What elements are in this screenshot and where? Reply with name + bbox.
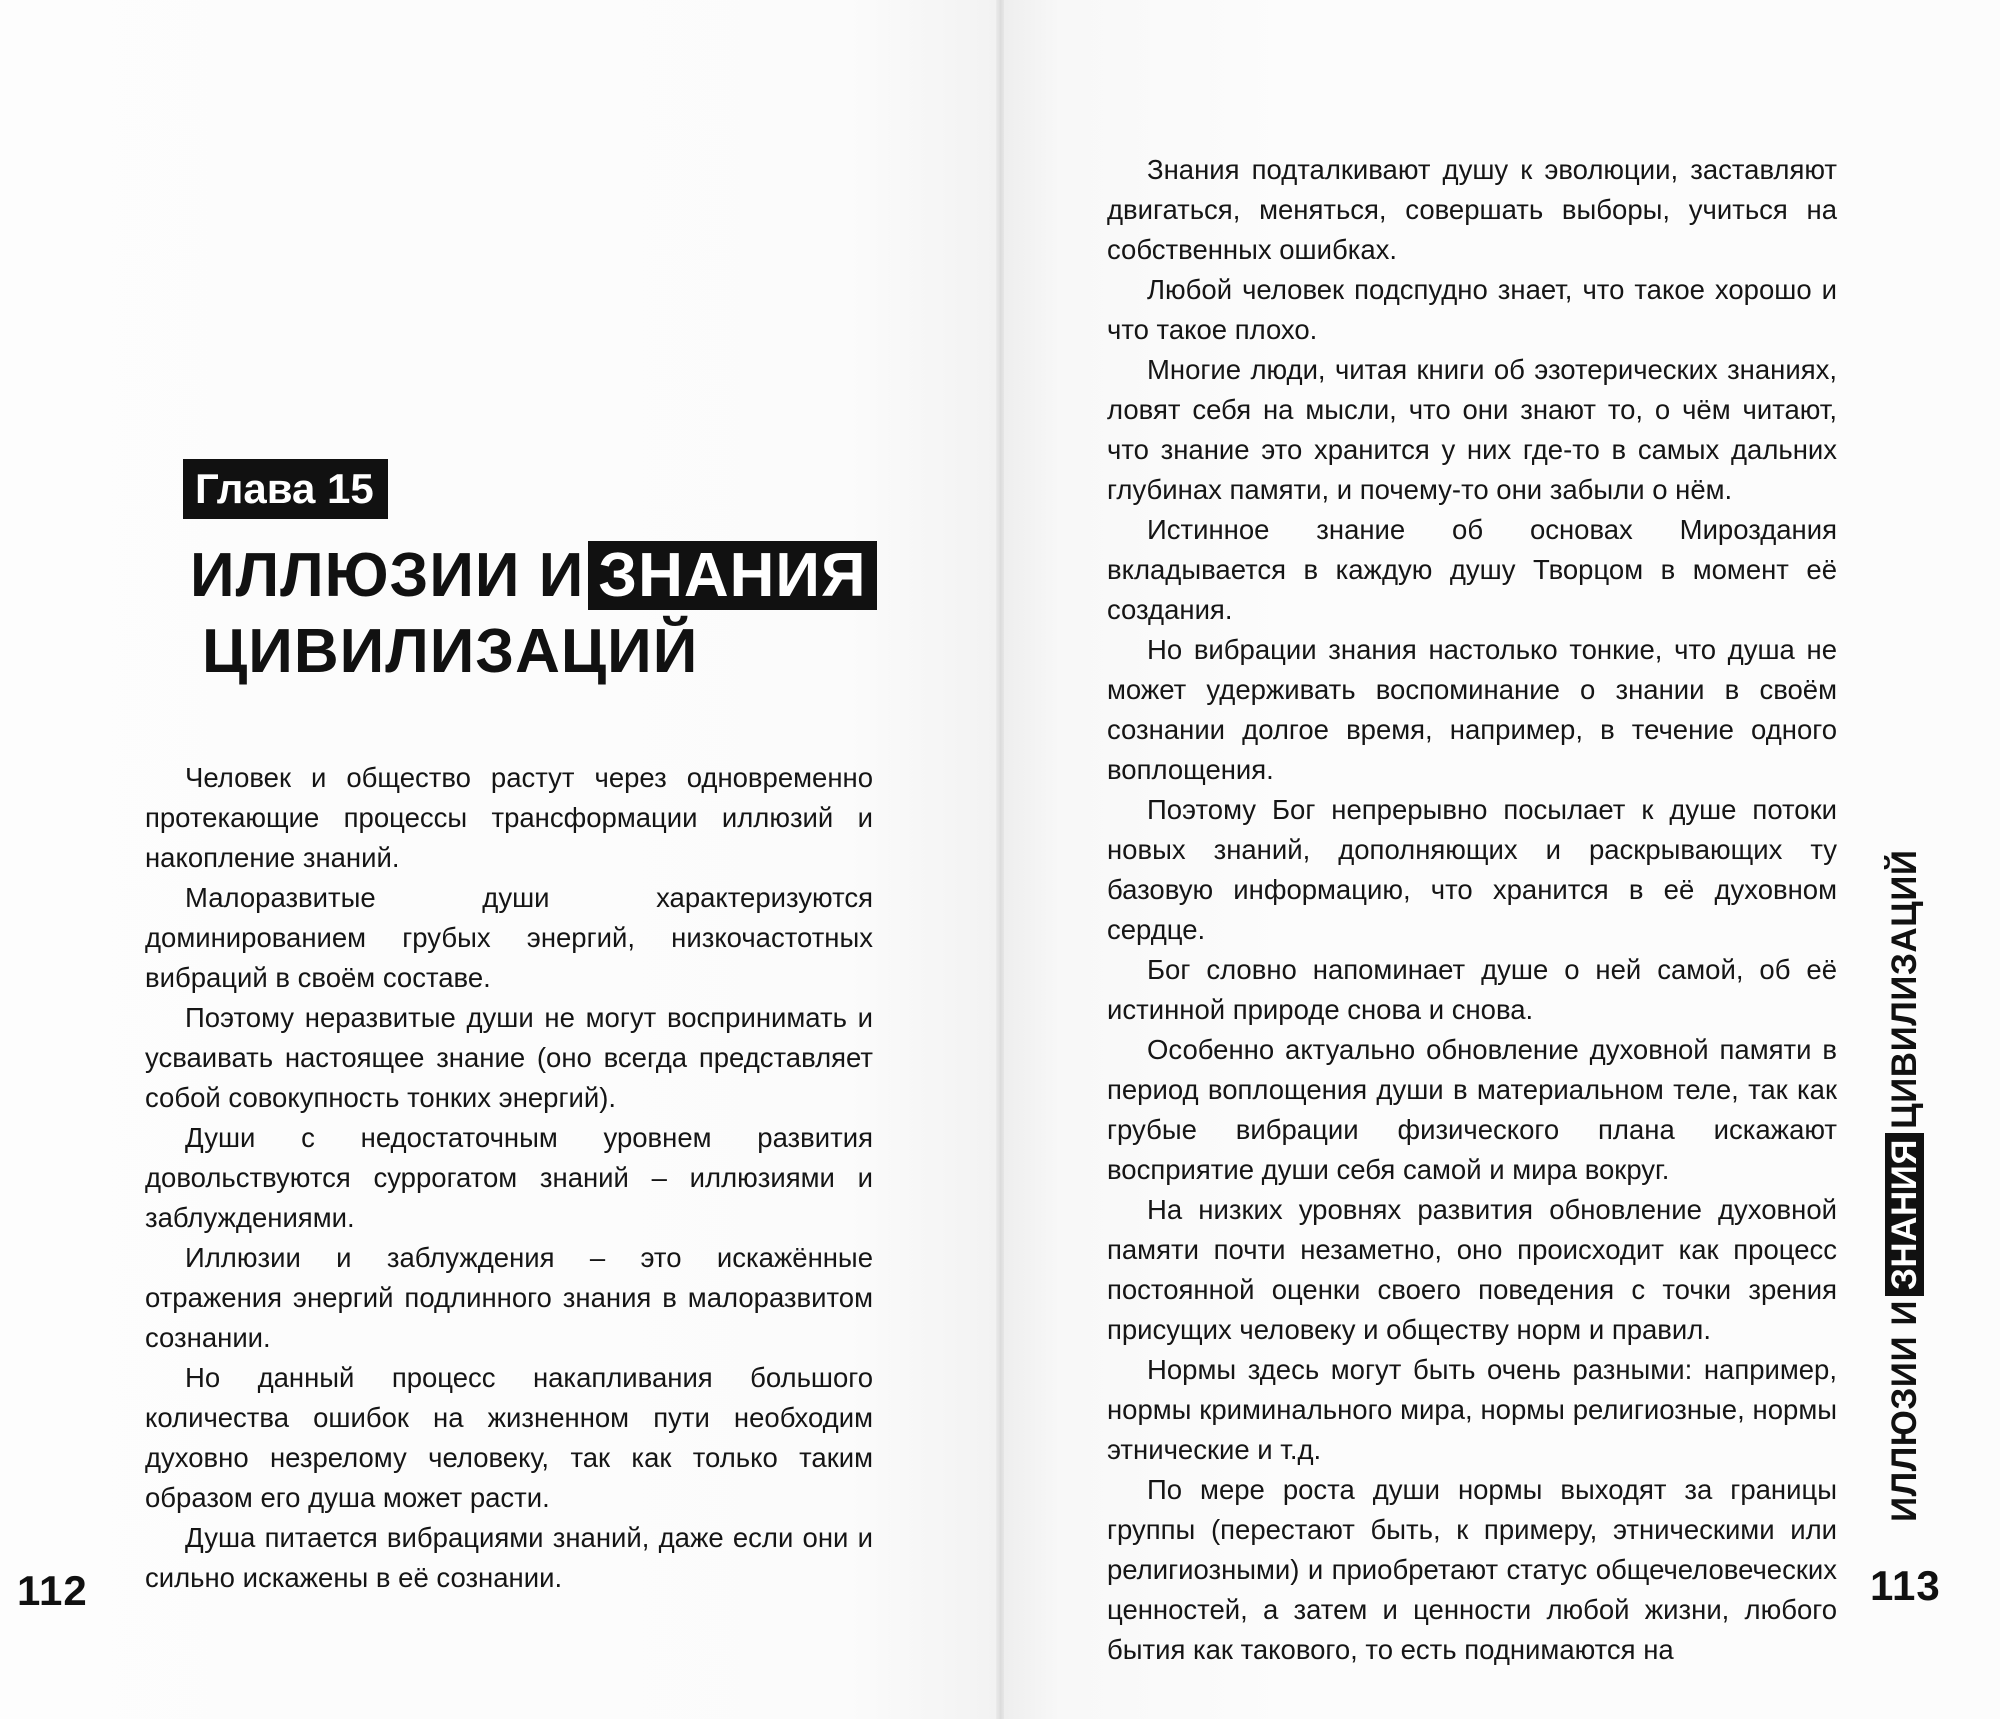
page-number-right: 113	[1870, 1562, 1941, 1609]
paragraph: На низких уровнях развития обновление духовной памяти почти незаметно, оно происходит как процесс постоянной оценки своего поведения с точки зрения присущих человеку и обществу норм и правил.	[1107, 1194, 1837, 1345]
paragraph: Знания подталкивают душу к эволюции, заставляют двигаться, меняться, совершать выборы, учиться на собственных ошибках.	[1107, 154, 1837, 265]
paragraph: Малоразвитые души характеризуются доминированием грубых энергий, низкочастотных вибраций в своём составе.	[145, 882, 873, 993]
paragraph: По мере роста души нормы выходят за границы группы (перестают быть, к примеру, этническими или религиозными) и приобретают статус общечеловеческих ценностей, а затем и ценности любой жизни, любого бытия как такового, то есть поднимаются на	[1107, 1474, 1837, 1665]
running-head-part-1: ИЛЛЮЗИИ И	[1885, 1300, 1924, 1522]
paragraph: Поэтому неразвитые души не могут воспринимать и усваивать настоящее знание (оно всегда представляет собой совокупность тонких энергий).	[145, 1002, 873, 1113]
chapter-title-part-1: ИЛЛЮЗИИ И	[190, 541, 585, 610]
paragraph: Но данный процесс накапливания большого количества ошибок на жизненном пути необходим духовно незрелому человеку, так как только таким образом его душа может расти.	[145, 1362, 873, 1513]
right-body-text	[1107, 150, 1837, 1670]
left-body-text	[145, 758, 873, 1598]
paragraph: Бог словно напоминает душе о ней самой, об её истинной природе снова и снова.	[1107, 954, 1837, 1025]
paragraph: Истинное знание об основах Мироздания вкладывается в каждую душу Творцом в момент её создания.	[1107, 514, 1837, 625]
paragraph: Особенно актуально обновление духовной памяти в период воплощения души в материальном теле, так как грубые вибрации физического плана искажают восприятие души себя самой и мира вокруг.	[1107, 1034, 1837, 1185]
book-gutter	[996, 0, 1004, 1719]
paragraph: Но вибрации знания настолько тонкие, что душа не может удерживать воспоминание о знании в своём сознании долгое время, например, в течение одного воплощения.	[1107, 634, 1837, 785]
running-head-part-2: ЦИВИЛИЗАЦИЙ	[1885, 849, 1924, 1129]
chapter-title-line-1	[190, 538, 877, 614]
chapter-label: Глава 15	[183, 459, 388, 519]
paragraph: Поэтому Бог непрерывно посылает к душе потоки новых знаний, дополняющих и раскрывающих ту базовую информацию, что хранится в её духовном сердце.	[1107, 794, 1837, 945]
page-number-left: 112	[17, 1567, 88, 1614]
paragraph: Души с недостаточным уровнем развития довольствуются суррогатом знаний – иллюзиями и заблуждениями.	[145, 1122, 873, 1233]
paragraph: Многие люди, читая книги об эзотерических знаниях, ловят себя на мысли, что они знают то, о чём читают, что знание это хранится у них где-то в самых дальних глубинах памяти, и почему-то они забыли о нём.	[1107, 354, 1837, 505]
paragraph: Душа питается вибрациями знаний, даже если они и сильно искажены в её сознании.	[145, 1522, 873, 1593]
chapter-title-part-2: ЦИВИЛИЗАЦИЙ	[202, 617, 699, 686]
running-head	[1880, 849, 1930, 1522]
paragraph: Нормы здесь могут быть очень разными: например, нормы криминального мира, нормы религиозные, нормы этнические и т.д.	[1107, 1354, 1837, 1465]
paragraph: Иллюзии и заблуждения – это искажённые отражения энергий подлинного знания в малоразвитом сознании.	[145, 1242, 873, 1353]
chapter-title-highlight: ЗНАНИЯ	[588, 541, 876, 610]
chapter-title	[190, 538, 877, 690]
paragraph: Любой человек подспудно знает, что такое хорошо и что такое плохо.	[1107, 274, 1837, 345]
running-head-highlight: ЗНАНИЯ	[1885, 1133, 1924, 1296]
paragraph: Человек и общество растут через одновременно протекающие процессы трансформации иллюзий и накопление знаний.	[145, 762, 873, 873]
